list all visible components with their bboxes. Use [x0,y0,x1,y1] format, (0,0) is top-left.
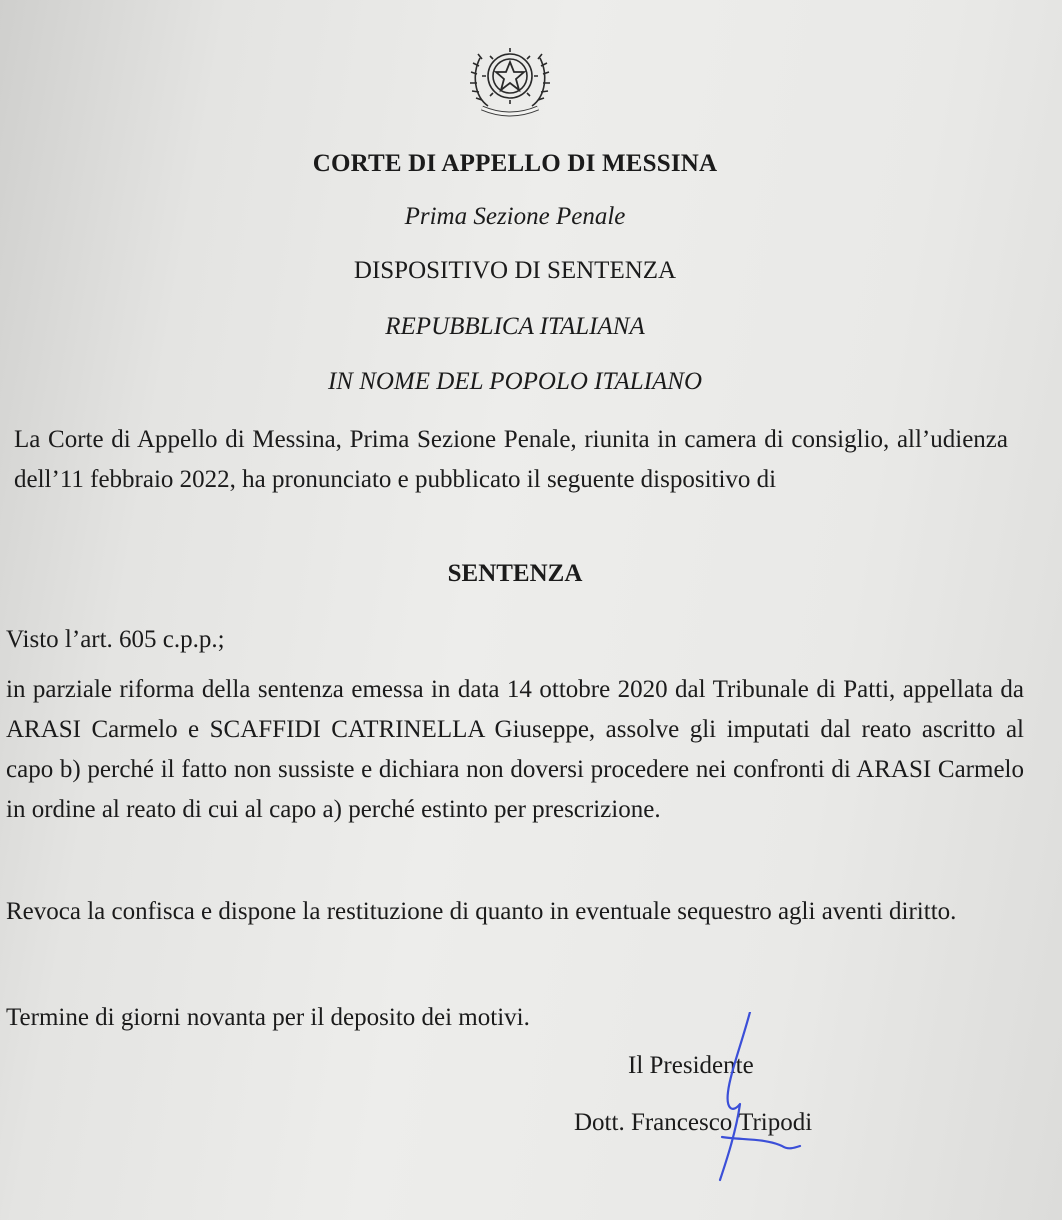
document-type: DISPOSITIVO DI SENTENZA [353,257,677,284]
court-name: CORTE DI APPELLO DI MESSINA [312,150,718,177]
in-the-name-heading: IN NOME DEL POPOLO ITALIANO [327,368,703,395]
court-section: Prima Sezione Penale [404,203,626,230]
signature-title: Il Presidente [628,1052,754,1079]
handwritten-signature-icon [560,1012,960,1182]
visto-paragraph: Visto l’art. 605 c.p.p.; [6,626,225,653]
riforma-paragraph: in parziale riforma della sentenza emessa in data 14 ottobre 2020 dal Tribunale di Patti, appellata da ARASI Carmelo e SCAFFIDI CATRINELLA Giuseppe, assolve gli imputati dal reato ascritto al capo b) perché il fatto non sussiste e dichiara non doversi procedere nei confronti di ARASI Carmelo in ordine al reato di cui al capo a) perché estinto per prescrizione. [6,676,1024,823]
repubblica-italiana-emblem-icon [466,34,554,122]
intro-paragraph: La Corte di Appello di Messina, Prima Sezione Penale, riunita in camera di consiglio, all’udienza dell’11 febbraio 2022, ha pronunciato e pubblicato il seguente dispositivo di [14,426,1008,493]
republic-heading: REPUBBLICA ITALIANA [385,313,645,340]
sentenza-heading: SENTENZA [447,560,583,587]
termine-paragraph: Termine di giorni novanta per il deposito dei motivi. [6,1004,530,1031]
revoca-paragraph: Revoca la confisca e dispone la restituzione di quanto in eventuale sequestro agli aventi diritto. [6,898,957,925]
signature-name: Dott. Francesco Tripodi [574,1109,813,1136]
